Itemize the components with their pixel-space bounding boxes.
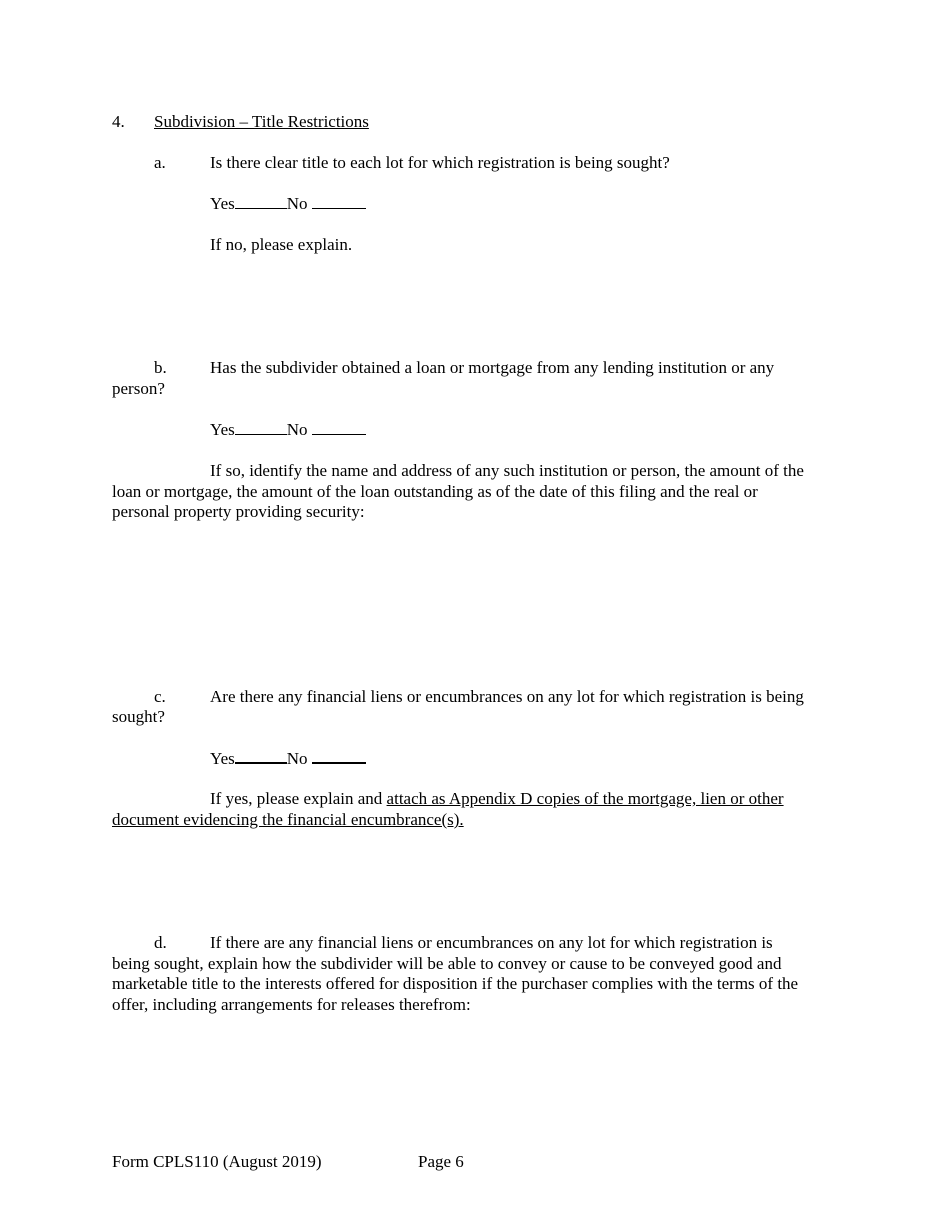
item-d-question-line2: being sought, explain how the subdivider will be able to convey or cause to be conveyed good and bbox=[112, 954, 782, 973]
item-b-followup-line3: personal property providing security: bbox=[112, 502, 365, 521]
item-c-yes-label: Yes bbox=[210, 749, 235, 768]
item-b-answer-row bbox=[210, 420, 366, 440]
item-c-question-line1: Are there any financial liens or encumbrances on any lot for which registration is being bbox=[210, 687, 804, 706]
item-a-yes-blank[interactable] bbox=[235, 194, 287, 209]
item-c-marker: c. bbox=[154, 687, 166, 706]
item-c-followup-line1 bbox=[210, 789, 784, 809]
item-b-question-line1: Has the subdivider obtained a loan or mortgage from any lending institution or any bbox=[210, 358, 775, 377]
item-b-question-line2: person? bbox=[112, 379, 165, 398]
item-a-question: Is there clear title to each lot for which registration is being sought? bbox=[210, 153, 670, 172]
item-a-no-blank[interactable] bbox=[312, 194, 366, 209]
item-d-question-line4: offer, including arrangements for releases therefrom: bbox=[112, 995, 471, 1014]
item-b-followup-line1: If so, identify the name and address of any such institution or person, the amount of the bbox=[210, 461, 804, 480]
item-a-followup: If no, please explain. bbox=[210, 235, 353, 254]
item-c-no-blank[interactable] bbox=[312, 748, 366, 764]
item-b-explanation-area[interactable] bbox=[112, 530, 830, 680]
item-c-no-label: No bbox=[286, 749, 308, 768]
item-c-followup-underlined-line1: attach as Appendix D copies of the mortgage, lien or other bbox=[386, 789, 784, 808]
item-c-question-line2: sought? bbox=[112, 707, 165, 726]
section-number: 4. bbox=[112, 112, 125, 131]
item-c-followup-underlined-line2: document evidencing the financial encumbrance(s). bbox=[112, 810, 464, 829]
item-b-followup-line2: loan or mortgage, the amount of the loan outstanding as of the date of this filing and the real or bbox=[112, 482, 758, 501]
item-c-followup-prefix: If yes, please explain and bbox=[210, 789, 387, 808]
item-c-explanation-area[interactable] bbox=[112, 838, 830, 928]
item-a-marker: a. bbox=[154, 153, 166, 172]
item-a-no-label: No bbox=[286, 194, 308, 213]
item-d-question-line1: If there are any financial liens or encumbrances on any lot for which registration is bbox=[210, 933, 773, 952]
footer-form-id: Form CPLS110 (August 2019) bbox=[112, 1152, 322, 1171]
item-a-yes-label: Yes bbox=[210, 194, 235, 213]
item-b-marker: b. bbox=[154, 358, 167, 377]
item-d-marker: d. bbox=[154, 933, 167, 952]
item-b-yes-blank[interactable] bbox=[235, 420, 287, 435]
item-d-question-line3: marketable title to the interests offered for disposition if the purchaser complies with the terms of the bbox=[112, 974, 799, 993]
item-b-no-blank[interactable] bbox=[312, 420, 366, 435]
item-a-explanation-area[interactable] bbox=[112, 262, 830, 352]
item-b-no-label: No bbox=[286, 420, 308, 439]
item-b-yes-label: Yes bbox=[210, 420, 235, 439]
item-d-explanation-area[interactable] bbox=[112, 1022, 830, 1132]
item-a-answer-row bbox=[210, 194, 366, 214]
item-c-answer-row bbox=[210, 748, 366, 769]
footer-page-number: Page 6 bbox=[418, 1152, 464, 1171]
item-c-yes-blank[interactable] bbox=[235, 748, 287, 764]
section-title: Subdivision – Title Restrictions bbox=[154, 112, 369, 131]
